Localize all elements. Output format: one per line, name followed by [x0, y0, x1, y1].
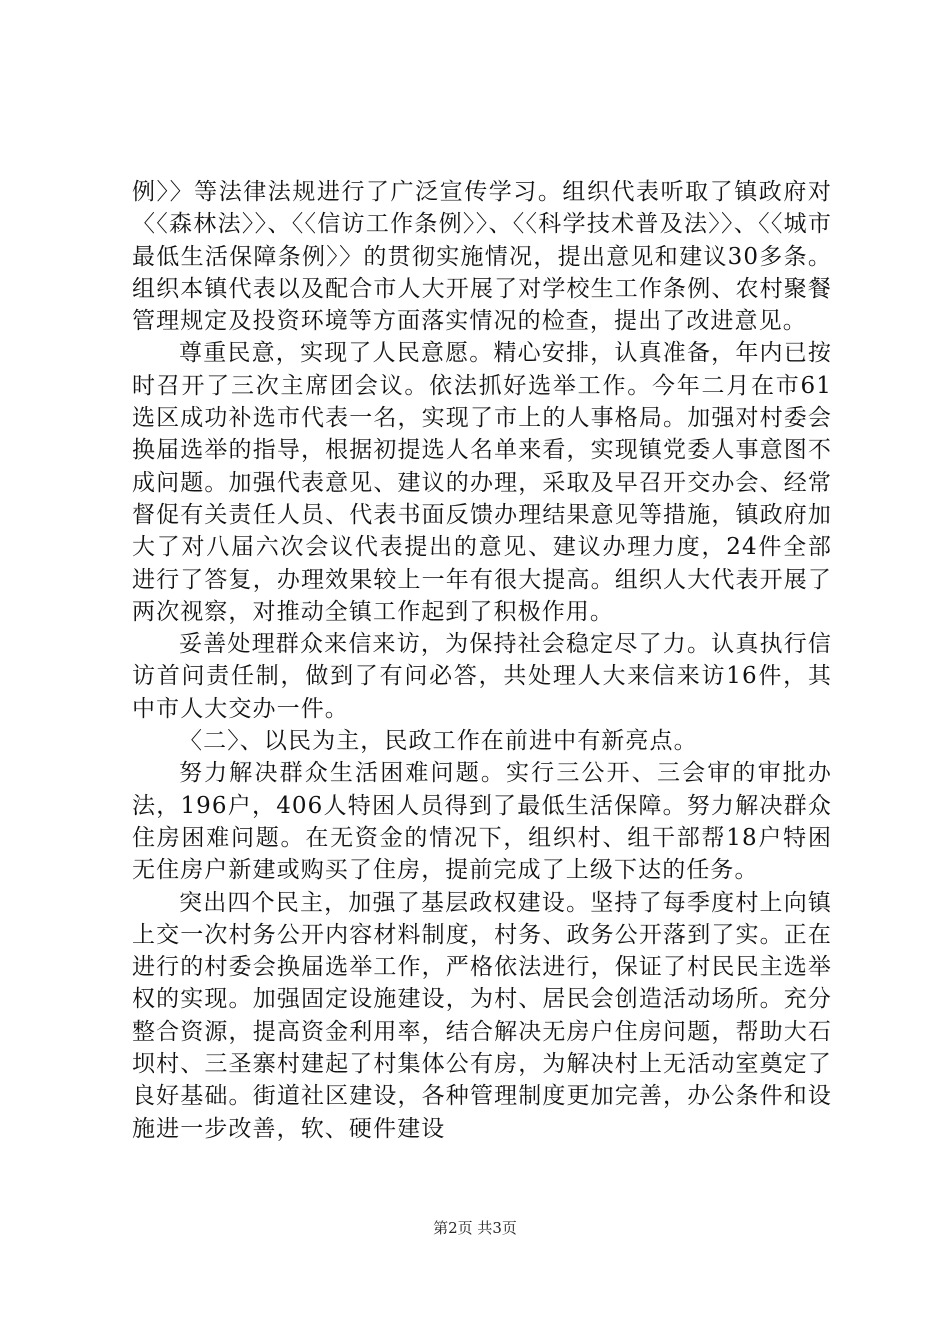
- paragraph-2: 尊重民意，实现了人民意愿。精心安排，认真准备，年内已按时召开了三次主席团会议。依法抓好选举工作。今年二月在市61选区成功补选市代表一名，实现了市上的人事格局。加强对村委会换届选举的指导，根据初提选人名单来看，实现镇党委人事意图不成问题。加强代表意见、建议的办理，采取及早召开交办会、经常督促有关责任人员、代表书面反馈办理结果意见等措施，镇政府加大了对八届六次会议代表提出的意见、建议办理力度，24件全部进行了答复，办理效果较上一年有很大提高。组织人大代表开展了两次视察，对推动全镇工作起到了积极作用。: [132, 340, 832, 625]
- paragraph-3: 妥善处理群众来信来访，为保持社会稳定尽了力。认真执行信访首问责任制，做到了有问必答，共处理人大来信来访16件，其中市人大交办一件。: [132, 631, 832, 722]
- document-body: [132, 176, 832, 1145]
- paragraph-1: 例〉〉等法律法规进行了广泛宣传学习。组织代表听取了镇政府对〈〈森林法〉〉、〈〈信访工作条例〉〉、〈〈科学技术普及法〉〉、〈〈城市最低生活保障条例〉〉的贯彻实施情况，提出意见和建议30多条。组织本镇代表以及配合市人大开展了对学校生工作条例、农村聚餐管理规定及投资环境等方面落实情况的检查，提出了改进意见。: [132, 179, 832, 335]
- paragraph-6: 突出四个民主，加强了基层政权建设。坚持了每季度村上向镇上交一次村务公开内容材料制度，村务、政务公开落到了实。正在进行的村委会换届选举工作，严格依法进行，保证了村民民主选举权的实现。加强固定设施建设，为村、居民会创造活动场所。充分整合资源，提高资金利用率，结合解决无房户住房问题，帮助大石坝村、三圣寨村建起了村集体公有房，为解决村上无活动室奠定了良好基础。街道社区建设，各种管理制度更加完善，办公条件和设施进一步改善，软、硬件建设: [132, 889, 832, 1142]
- page-number-label: 第2页 共3页: [433, 1219, 517, 1237]
- paragraph-5: 努力解决群众生活困难问题。实行三公开、三会审的审批办法，196户，406人特困人员得到了最低生活保障。努力解决群众住房困难问题。在无资金的情况下，组织村、组干部帮18户特困无住房户新建或购买了住房，提前完成了上级下达的任务。: [132, 760, 832, 884]
- paragraph-4-heading: 〈二〉、以民为主，民政工作在前进中有新亮点。: [179, 728, 698, 755]
- page-footer: [0, 1218, 950, 1238]
